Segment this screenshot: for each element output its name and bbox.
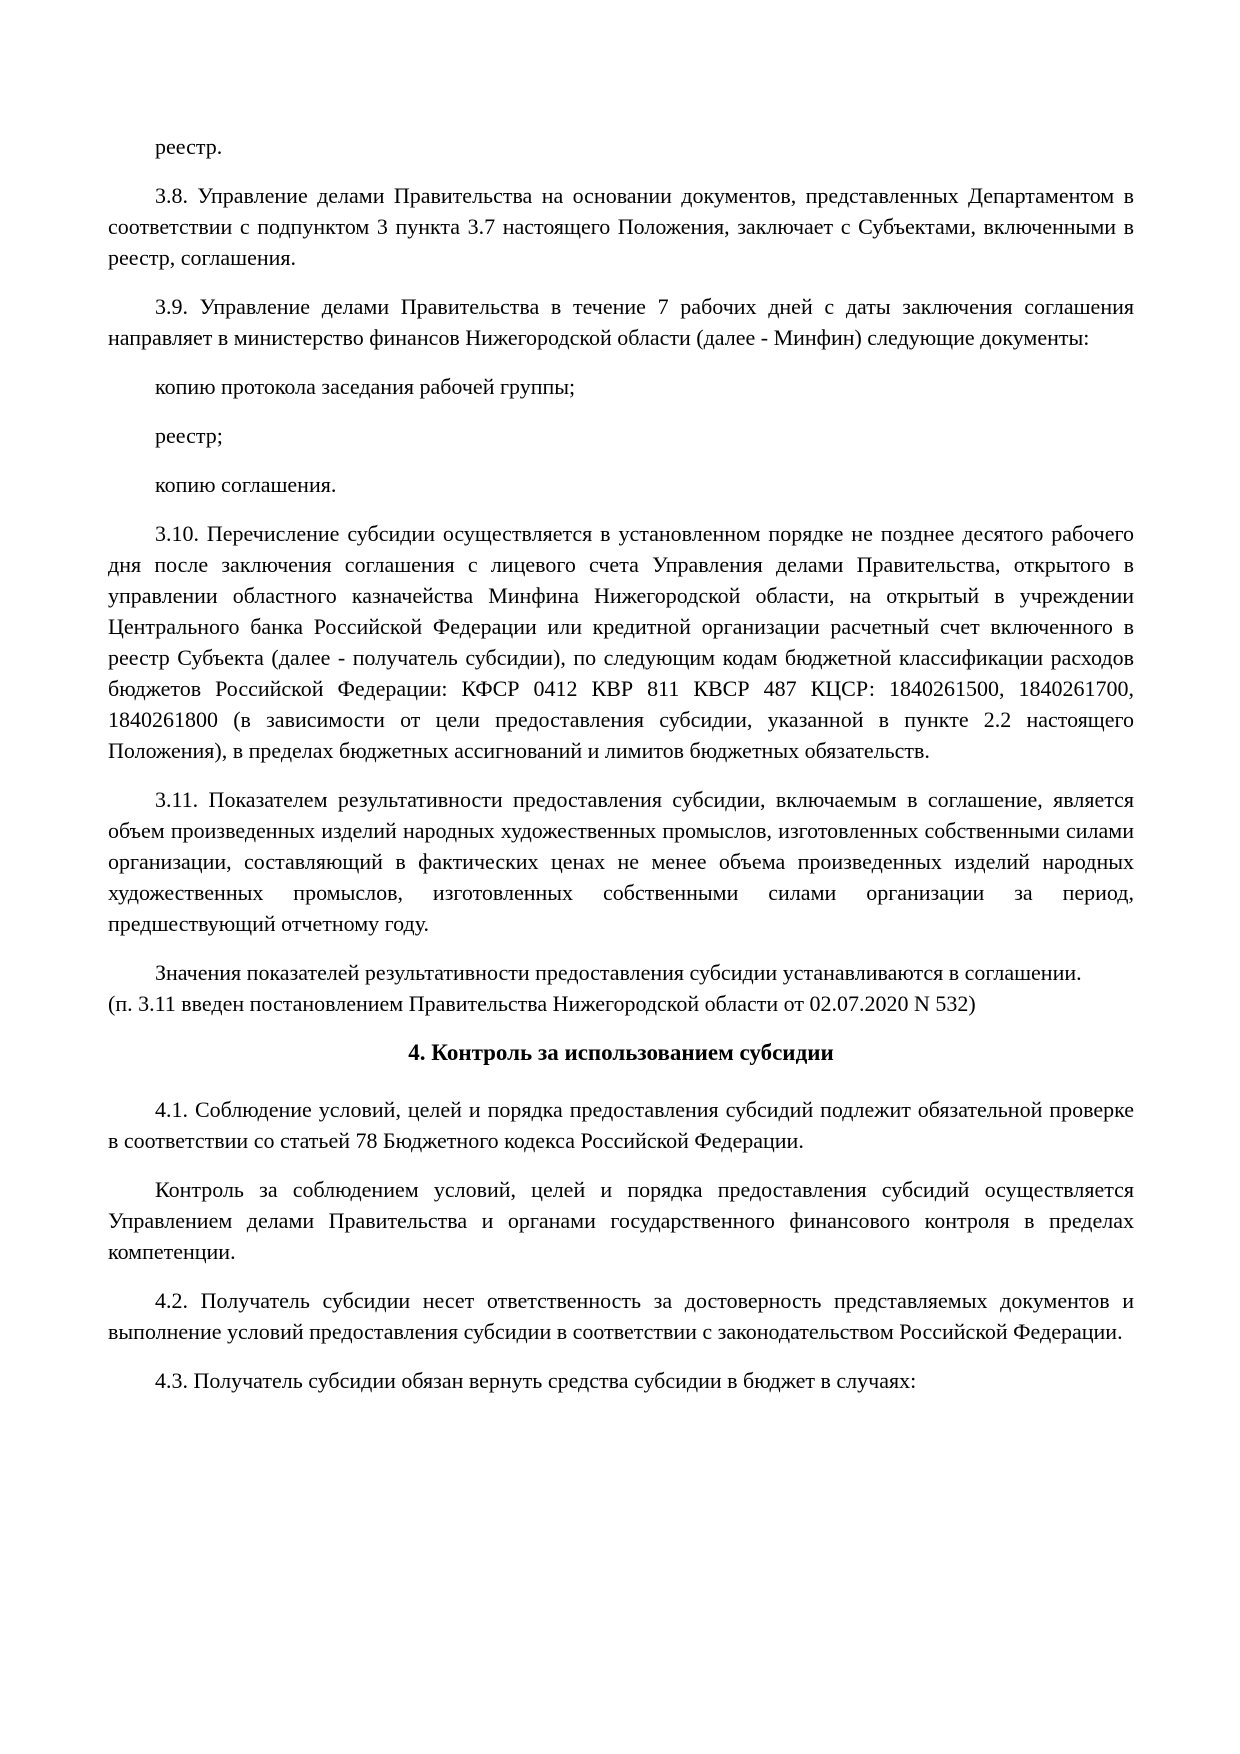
paragraph-control: Контроль за соблюдением условий, целей и порядка предоставления субсидий осуществляется Управлением делами Правительства и органами государственного финансового контроля в пределах компетенции. [108,1177,1134,1264]
amendment-note: (п. 3.11 введен постановлением Правительства Нижегородской области от 02.07.2020 N 532) [108,991,976,1016]
paragraph-3-10: 3.10. Перечисление субсидии осуществляется в установленном порядке не позднее десятого рабочего дня после заключения соглашения с лицевого счета Управления делами Правительства, открытого в управлении областного казначейства Минфина Нижегородской области, на открытый в учреждении Центрального банка Российской Федерации или кредитной организации расчетный счет включенного в реестр Субъекта (далее - получатель субсидии), по следующим кодам бюджетной классификации расходов бюджетов Российской Федерации: КФСР 0412 КВР 811 КВСР 487 КЦСР: 1840261500, 1840261700, 1840261800 (в зависимости от цели предоставления субсидии, указанной в пункте 2.2 настоящего Положения), в пределах бюджетных ассигнований и лимитов бюджетных обязательств. [108,521,1134,763]
paragraph-indicator-values: Значения показателей результативности предоставления субсидии устанавливаются в соглашении. [155,960,1082,985]
paragraph-fragment-reestr: реестр. [155,134,223,159]
paragraph-3-8: 3.8. Управление делами Правительства на основании документов, представленных Департаментом в соответствии с подпунктом 3 пункта 3.7 настоящего Положения, заключает с Субъектами, включенными в реестр, соглашения. [108,183,1134,270]
list-item-reestr: реестр; [155,423,223,448]
paragraph-4-1: 4.1. Соблюдение условий, целей и порядка предоставления субсидий подлежит обязательной проверке в соответствии со статьей 78 Бюджетного кодекса Российской Федерации. [108,1097,1134,1153]
list-item-protocol-copy: копию протокола заседания рабочей группы; [155,374,576,399]
section-4-heading: 4. Контроль за использованием субсидии [408,1040,834,1065]
paragraph-4-2: 4.2. Получатель субсидии несет ответственность за достоверность представляемых документов и выполнение условий предоставления субсидии в соответствии с законодательством Российской Федерации. [108,1288,1134,1344]
paragraph-4-3: 4.3. Получатель субсидии обязан вернуть средства субсидии в бюджет в случаях: [155,1368,917,1393]
list-item-agreement-copy: копию соглашения. [155,472,337,497]
paragraph-3-9: 3.9. Управление делами Правительства в течение 7 рабочих дней с даты заключения соглашения направляет в министерство финансов Нижегородской области (далее - Минфин) следующие документы: [108,294,1134,350]
paragraph-3-11: 3.11. Показателем результативности предоставления субсидии, включаемым в соглашение, является объем произведенных изделий народных художественных промыслов, изготовленных собственными силами организации, составляющий в фактических ценах не менее объема произведенных изделий народных художественных промыслов, изготовленных собственными силами организации за период, предшествующий отчетному году. [108,787,1134,936]
